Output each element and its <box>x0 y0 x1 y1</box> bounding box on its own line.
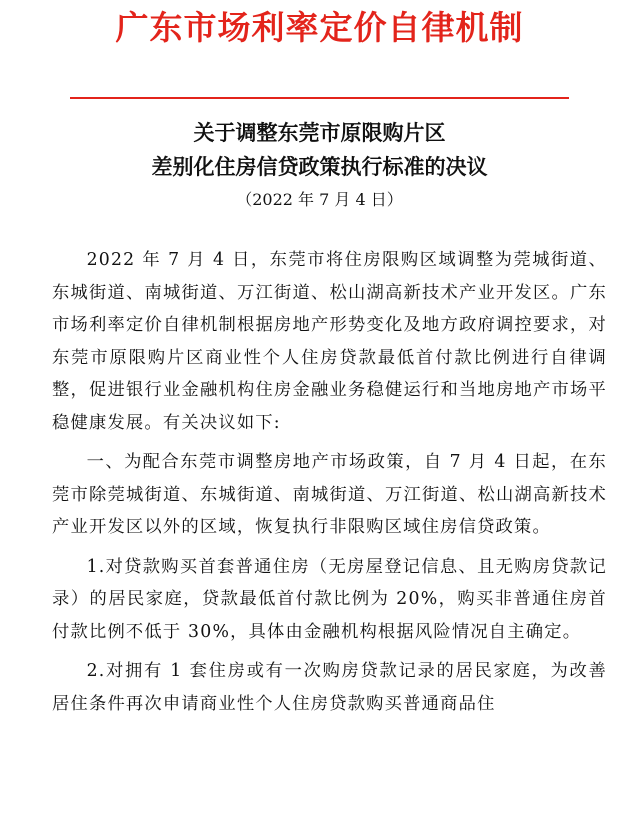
document-title <box>0 116 639 214</box>
masthead-title: 广东市场利率定价自律机制 <box>115 8 524 47</box>
title-line-1: 关于调整东莞市原限购片区 <box>193 120 446 145</box>
document-body <box>52 244 607 727</box>
header-divider <box>70 97 569 99</box>
title-line-2: 差别化住房信贷政策执行标准的决议 <box>151 154 488 179</box>
body-paragraph-item-2: 2.对拥有 1 套住房或有一次购房贷款记录的居民家庭，为改善居住条件再次申请商业性个人住房贷款购买普通商品住 <box>52 661 607 714</box>
body-paragraph-section-1: 一、为配合东莞市调整房地产市场政策，自 7 月 4 日起，在东莞市除莞城街道、东城街道、南城街道、万江街道、松山湖高新技术产业开发区以外的区域，恢复执行非限购区域住房信贷政策。 <box>52 452 607 537</box>
body-paragraph-intro: 2022 年 7 月 4 日，东莞市将住房限购区域调整为莞城街道、东城街道、南城街道、万江街道、松山湖高新技术产业开发区。广东市场利率定价自律机制根据房地产形势变化及地方政府调控要求，对东莞市原限购片区商业性个人住房贷款最低首付款比例进行自律调整，促进银行业金融机构住房金融业务稳健运行和当地房地产市场平稳健康发展。有关决议如下: <box>52 250 607 433</box>
document-date: （2022 年 7 月 4 日） <box>236 190 403 209</box>
body-paragraph-item-1: 1.对贷款购买首套普通住房（无房屋登记信息、且无购房贷款记录）的居民家庭，贷款最低首付款比例为 20%，购买非普通住房首付款比例不低于 30%，具体由金融机构根据风险情况自主确定。 <box>52 556 607 642</box>
